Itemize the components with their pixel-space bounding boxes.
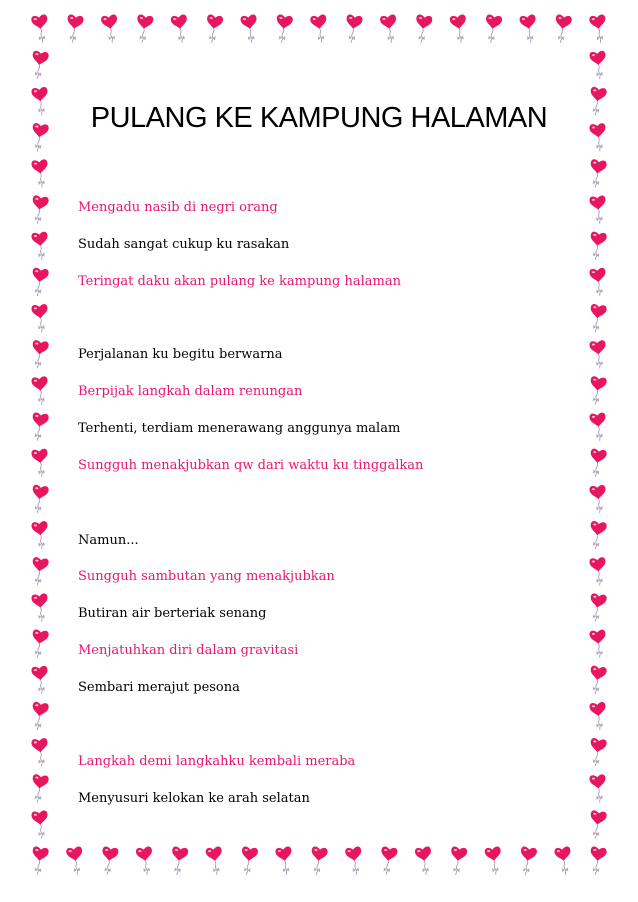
poem-line: Langkah demi langkahku kembali meraba bbox=[78, 754, 356, 769]
heart-balloon-icon bbox=[587, 593, 607, 623]
heart-balloon-icon bbox=[239, 846, 259, 876]
heart-balloon-icon bbox=[587, 665, 607, 695]
poem-line: Perjalanan ku begitu berwarna bbox=[78, 347, 283, 362]
heart-balloon-icon bbox=[31, 665, 50, 694]
heart-balloon-icon bbox=[29, 484, 49, 514]
heart-balloon-icon bbox=[587, 231, 607, 261]
heart-balloon-icon bbox=[345, 846, 365, 876]
poem-line: Terhenti, terdiam menerawang anggunya malam bbox=[78, 421, 401, 436]
heart-balloon-icon bbox=[205, 846, 225, 876]
poem-line: Teringat daku akan pulang ke kampung halaman bbox=[78, 274, 401, 289]
heart-balloon-icon bbox=[587, 304, 607, 334]
heart-balloon-icon bbox=[589, 340, 608, 369]
heart-balloon-icon bbox=[587, 448, 607, 478]
heart-balloon-icon bbox=[414, 846, 434, 876]
poem-line: Sungguh sambutan yang menakjubkan bbox=[78, 569, 335, 584]
heart-balloon-icon bbox=[204, 14, 224, 44]
heart-balloon-icon bbox=[29, 701, 49, 731]
poem-line: Sungguh menakjubkan qw dari waktu ku tinggalkan bbox=[78, 458, 424, 473]
heart-balloon-icon bbox=[554, 846, 574, 876]
heart-balloon-icon bbox=[66, 846, 86, 876]
heart-balloon-icon bbox=[29, 774, 49, 804]
heart-balloon-icon bbox=[275, 846, 295, 876]
heart-balloon-icon bbox=[380, 14, 400, 44]
heart-balloon-icon bbox=[101, 14, 121, 44]
heart-balloon-icon bbox=[29, 412, 49, 442]
poem-line: Berpijak langkah dalam renungan bbox=[78, 384, 303, 399]
heart-balloon-icon bbox=[29, 629, 49, 659]
poem-line: Namun... bbox=[78, 533, 139, 548]
heart-balloon-icon bbox=[31, 304, 50, 333]
heart-balloon-icon bbox=[587, 159, 607, 189]
heart-balloon-icon bbox=[587, 376, 607, 406]
heart-balloon-icon bbox=[308, 846, 328, 876]
heart-balloon-icon bbox=[29, 195, 49, 225]
heart-balloon-icon bbox=[29, 267, 49, 297]
heart-balloon-icon bbox=[484, 846, 504, 876]
heart-balloon-icon bbox=[589, 702, 608, 731]
heart-balloon-icon bbox=[378, 846, 398, 876]
heart-balloon-icon bbox=[343, 14, 363, 44]
heart-balloon-icon bbox=[483, 14, 503, 44]
heart-balloon-icon bbox=[64, 14, 84, 44]
heart-balloon-icon bbox=[29, 340, 49, 370]
heart-balloon-icon bbox=[31, 376, 50, 405]
heart-balloon-icon bbox=[589, 14, 609, 44]
heart-balloon-icon bbox=[589, 629, 608, 658]
heart-balloon-icon bbox=[310, 14, 330, 44]
poem-title: PULANG KE KAMPUNG HALAMAN bbox=[90, 102, 548, 134]
heart-balloon-icon bbox=[240, 14, 260, 44]
heart-balloon-icon bbox=[413, 14, 433, 44]
heart-balloon-icon bbox=[31, 521, 50, 550]
heart-balloon-icon bbox=[587, 810, 607, 840]
poem-line: Menjatuhkan diri dalam gravitasi bbox=[78, 643, 299, 658]
heart-balloon-icon bbox=[589, 485, 608, 514]
heart-balloon-icon bbox=[31, 14, 51, 44]
heart-balloon-icon bbox=[518, 846, 538, 876]
heart-balloon-icon bbox=[274, 14, 294, 44]
heart-balloon-icon bbox=[31, 593, 50, 622]
poem-line: Mengadu nasib di negri orang bbox=[78, 200, 278, 215]
heart-balloon-icon bbox=[29, 50, 49, 80]
heart-balloon-icon bbox=[169, 846, 189, 876]
heart-balloon-icon bbox=[587, 521, 607, 551]
heart-balloon-icon bbox=[29, 557, 49, 587]
heart-balloon-icon bbox=[134, 14, 154, 44]
heart-balloon-icon bbox=[553, 14, 573, 44]
heart-balloon-icon bbox=[170, 14, 190, 44]
heart-balloon-icon bbox=[587, 738, 607, 768]
heart-balloon-icon bbox=[587, 846, 607, 876]
poem-line: Menyusuri kelokan ke arah selatan bbox=[78, 791, 310, 806]
poem-line: Sembari merajut pesona bbox=[78, 680, 240, 695]
poem-line: Sudah sangat cukup ku rasakan bbox=[78, 237, 290, 252]
heart-balloon-icon bbox=[135, 846, 155, 876]
heart-balloon-icon bbox=[31, 159, 50, 188]
heart-balloon-icon bbox=[589, 51, 608, 80]
heart-balloon-icon bbox=[448, 846, 468, 876]
heart-balloon-icon bbox=[589, 774, 608, 803]
heart-balloon-icon bbox=[31, 810, 50, 839]
heart-balloon-icon bbox=[519, 14, 539, 44]
heart-balloon-icon bbox=[29, 846, 49, 876]
poem-line: Butiran air berteriak senang bbox=[78, 606, 267, 621]
heart-balloon-icon bbox=[31, 738, 50, 767]
heart-balloon-icon bbox=[589, 412, 608, 441]
heart-balloon-icon bbox=[31, 231, 50, 260]
heart-balloon-icon bbox=[589, 557, 608, 586]
heart-balloon-icon bbox=[589, 195, 608, 224]
heart-balloon-icon bbox=[449, 14, 469, 44]
heart-balloon-icon bbox=[31, 448, 50, 477]
heart-balloon-icon bbox=[99, 846, 119, 876]
heart-balloon-icon bbox=[589, 268, 608, 297]
